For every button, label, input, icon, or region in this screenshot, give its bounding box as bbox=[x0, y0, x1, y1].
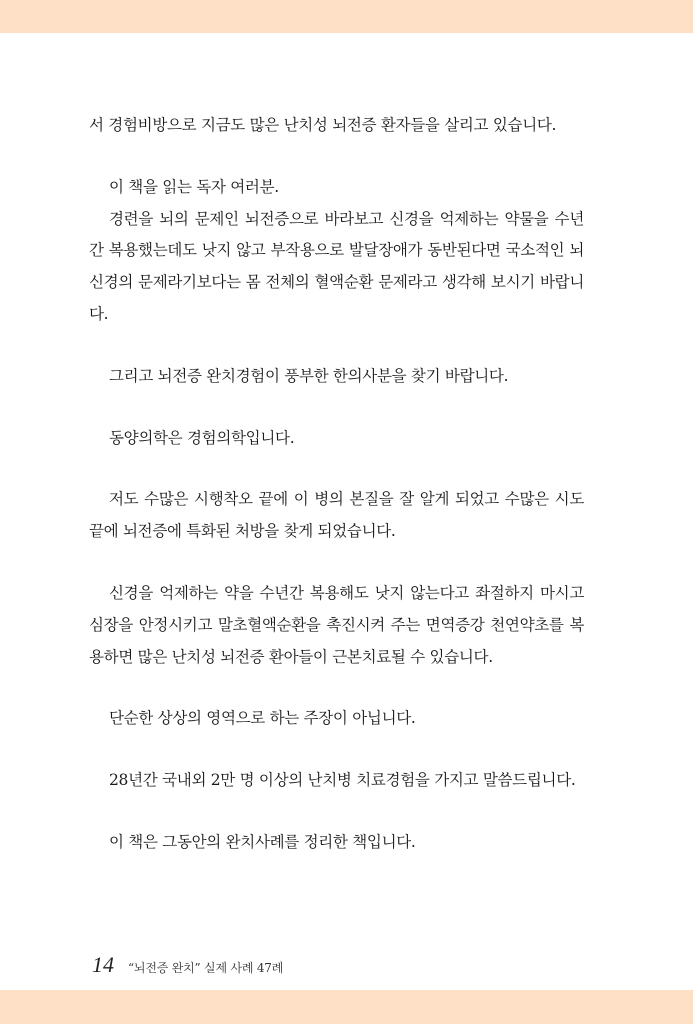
paragraph-spacer bbox=[89, 454, 584, 484]
paragraph-3: 경련을 뇌의 문제인 뇌전증으로 바라보고 신경을 억제하는 약물을 수년간 복용했는데도 낫지 않고 부작용으로 발달장애가 동반된다면 국소적인 뇌신경의 문제라기보다는 몸 전체의 혈액순환 문제라고 생각해 보시기 바랍니다. bbox=[89, 209, 584, 323]
page-number: 14 bbox=[92, 952, 114, 977]
paragraph-9: 28년간 국내외 2만 명 이상의 난치병 치료경험을 가지고 말씀드립니다. bbox=[109, 771, 576, 790]
paragraph-6: 저도 수많은 시행착오 끝에 이 병의 본질을 잘 알게 되었고 수많은 시도 끝에 뇌전증에 특화된 처방을 찾게 되었습니다. bbox=[89, 490, 584, 541]
paragraph-7: 신경을 억제하는 약을 수년간 복용해도 낫지 않는다고 좌절하지 마시고 심장을 안정시키고 말초혈액순환을 촉진시켜 주는 면역증강 천연약초를 복용하면 많은 난치성 뇌전증 환아들이 근본치료될 수 있습니다. bbox=[89, 583, 584, 666]
top-color-band bbox=[0, 0, 693, 33]
paragraph-spacer bbox=[89, 331, 584, 361]
paragraph-5: 동양의학은 경험의학입니다. bbox=[109, 428, 295, 447]
paragraph-10: 이 책은 그동안의 완치사례를 정리한 책입니다. bbox=[109, 832, 416, 851]
paragraph-spacer bbox=[89, 673, 584, 703]
paragraph-spacer bbox=[89, 797, 584, 827]
paragraph-spacer bbox=[89, 142, 584, 172]
paragraph-spacer bbox=[89, 548, 584, 578]
page-body bbox=[89, 110, 584, 859]
paragraph-4: 그리고 뇌전증 완치경험이 풍부한 한의사분을 찾기 바랍니다. bbox=[109, 366, 509, 385]
paragraph-1: 서 경험비방으로 지금도 많은 난치성 뇌전증 환자들을 살리고 있습니다. bbox=[89, 116, 557, 134]
page-footer bbox=[92, 952, 284, 977]
paragraph-spacer bbox=[89, 393, 584, 423]
running-title: “뇌전증 완치” 실제 사례 47례 bbox=[128, 961, 284, 975]
paragraph-spacer bbox=[89, 735, 584, 765]
bottom-color-band bbox=[0, 990, 693, 1024]
paragraph-2: 이 책을 읽는 독자 여러분. bbox=[109, 177, 279, 196]
paragraph-8: 단순한 상상의 영역으로 하는 주장이 아닙니다. bbox=[109, 709, 416, 728]
